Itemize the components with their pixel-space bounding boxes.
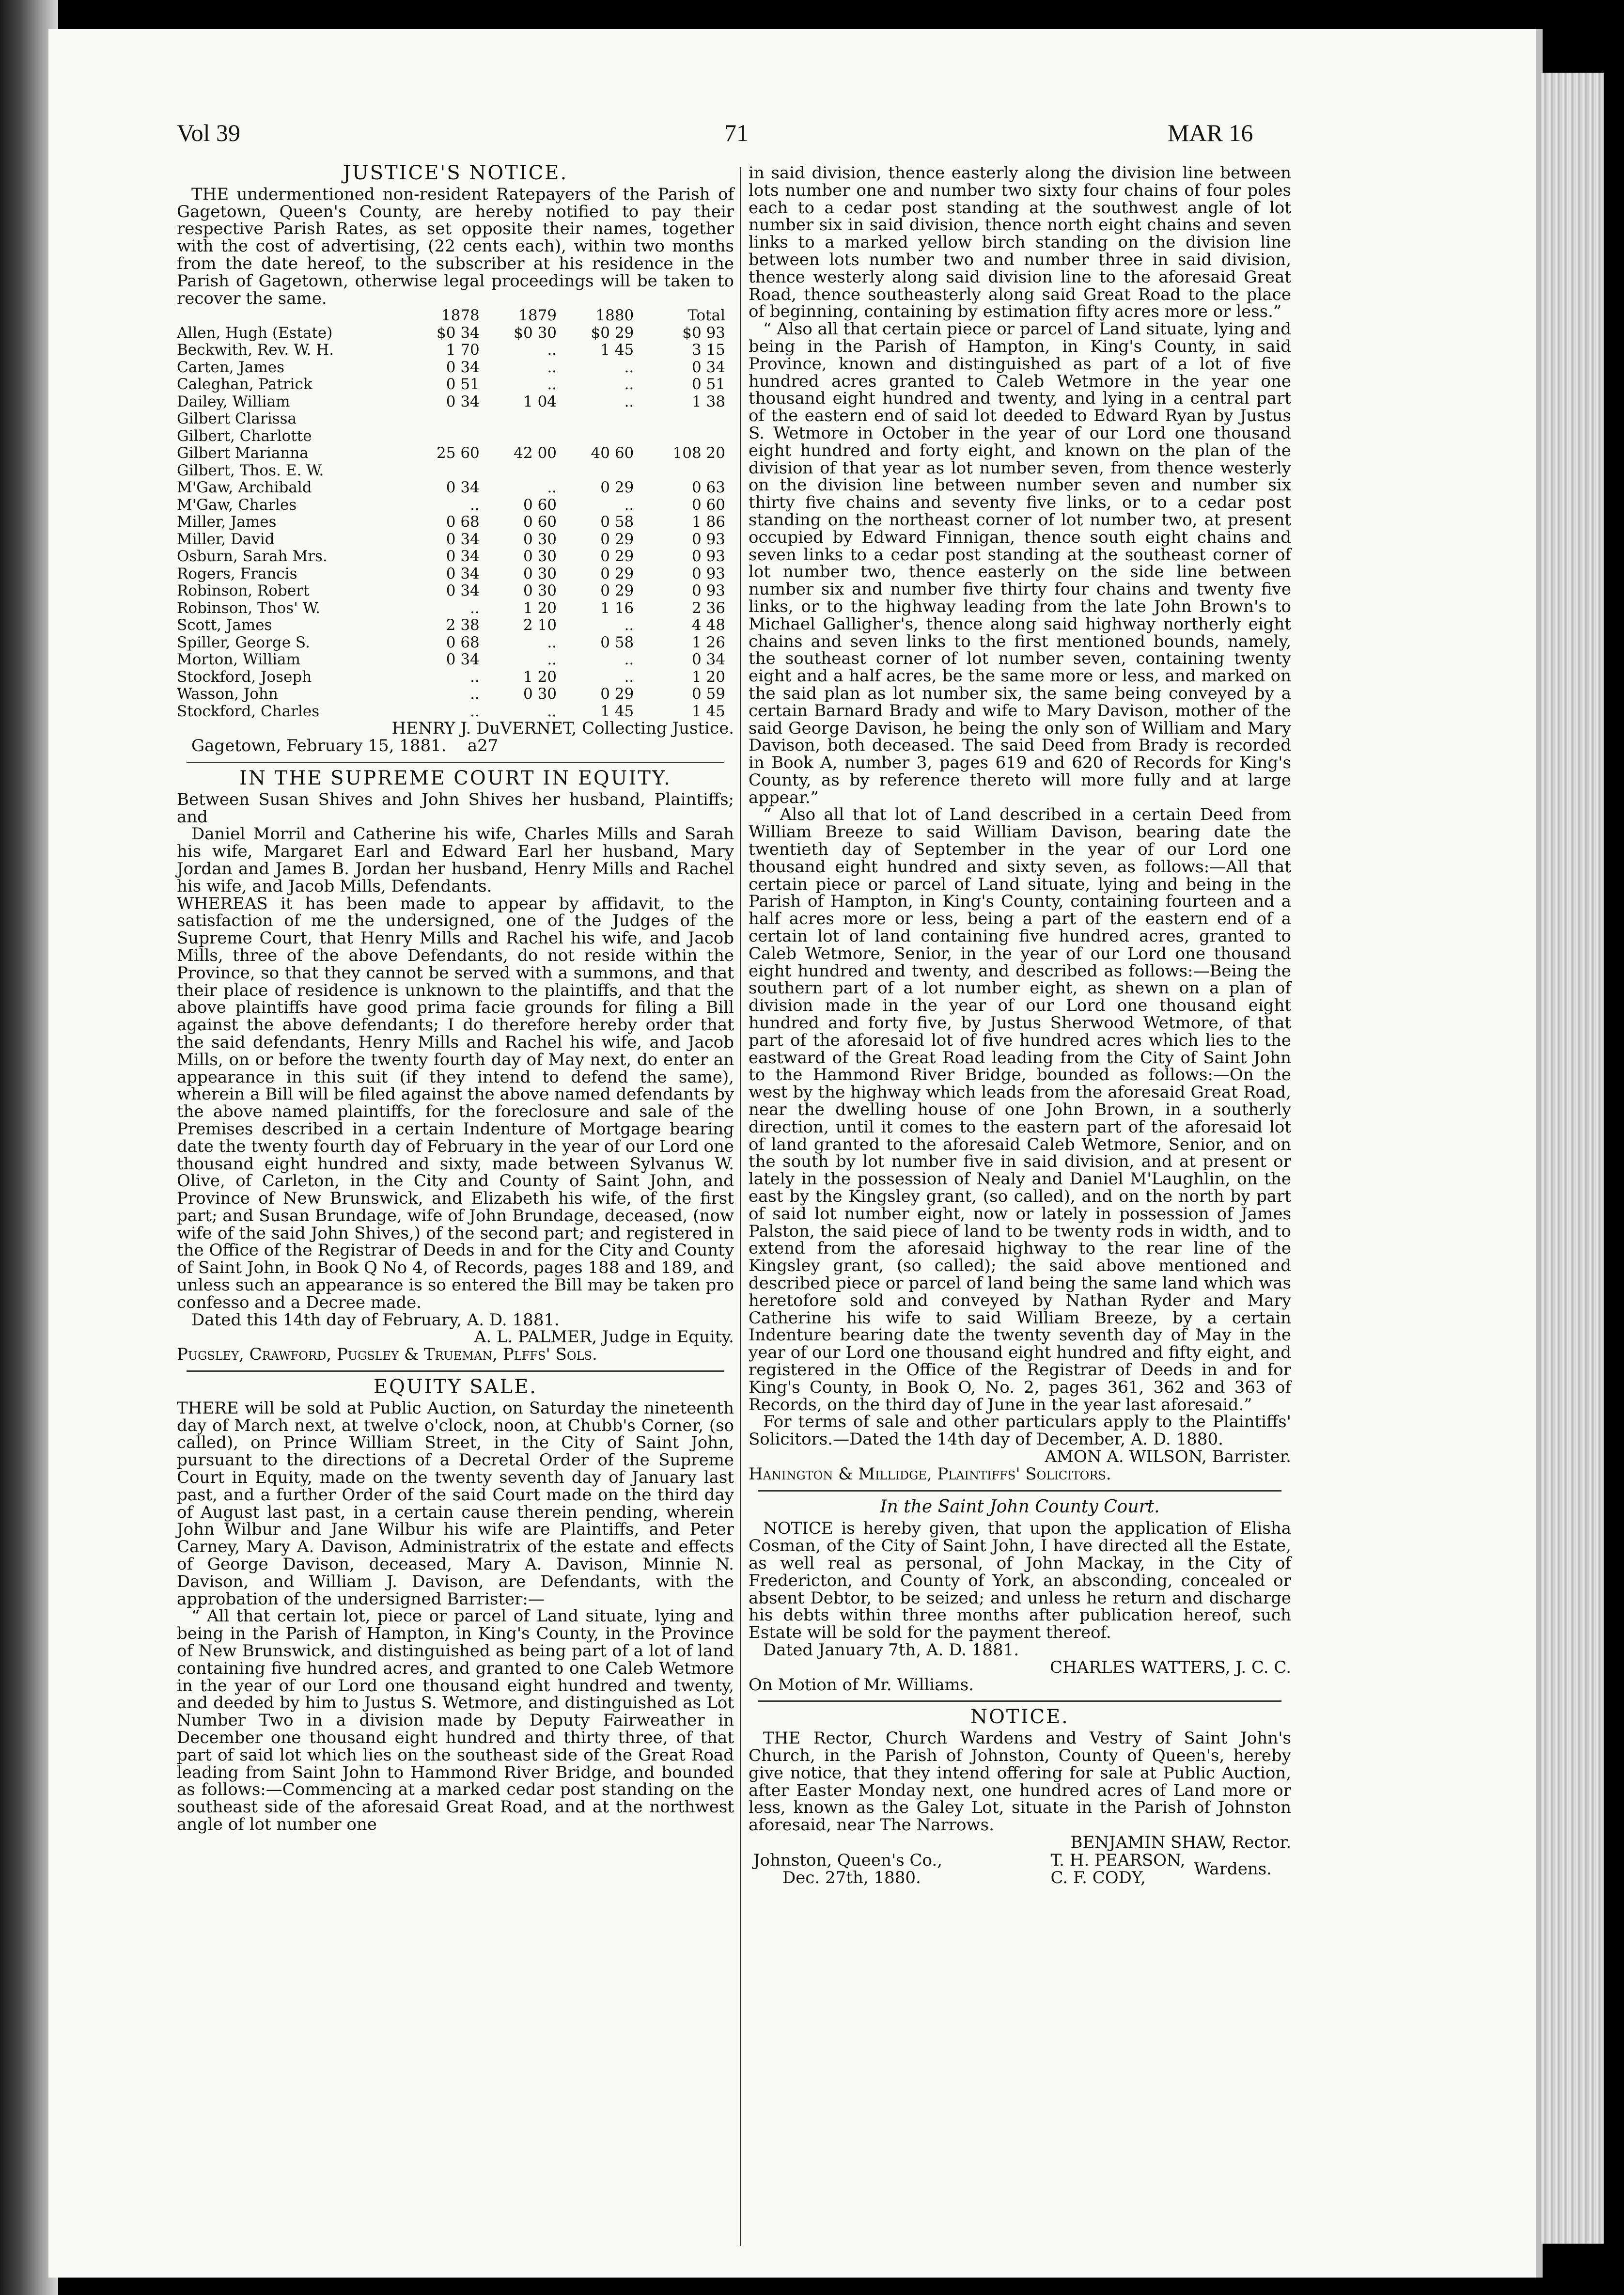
rate-total: 1 20: [691, 668, 725, 686]
supreme-court-between: Between Susan Shives and John Shives her husband, Plaintiffs; and: [177, 789, 734, 827]
rates-table-row: [177, 342, 734, 359]
county-court-body: NOTICE is hereby given, that upon the application of Elisha Cosman, of the City of Saint John, I have directed all the Estate, as well real as personal, of John Mackay, in the City of Fredericton, and County of York, an absconding, concealed or absent Debtor, to be seized; and unless he return and discharge his debts within three months after publication hereof, such Estate will be sold for the payment thereof.: [749, 1519, 1291, 1643]
rates-table-row: [177, 359, 734, 377]
ratepayer-name: Osburn, Sarah Mrs.: [177, 548, 328, 566]
supreme-court-solicitors: Pugsley, Crawford, Pugsley & Trueman, Plffs' Sols.: [177, 1345, 597, 1365]
rates-table-row: [177, 462, 734, 480]
rate-y1879: ..: [547, 376, 557, 393]
county-court-motion: On Motion of Mr. Williams.: [749, 1675, 974, 1695]
rate-total: [642, 462, 734, 480]
rate-y1879: 0 60: [523, 496, 557, 514]
rate-total: 0 93: [691, 548, 725, 566]
rate-y1878: 0 34: [446, 393, 480, 410]
ratepayer-name: M'Gaw, Archibald: [177, 479, 312, 497]
rates-table-row: [177, 514, 734, 531]
ratepayer-name: Stockford, Charles: [177, 702, 320, 720]
ratepayer-name: Gilbert, Thos. E. W.: [177, 461, 324, 479]
county-court-notice: [749, 1498, 1291, 1694]
rates-table-row: [177, 703, 734, 721]
rate-y1880: [565, 462, 642, 480]
rates-table-row: [177, 617, 734, 634]
church-notice-wardens-label: Wardens.: [1194, 1859, 1272, 1879]
rate-total: 0 93: [691, 530, 725, 548]
rate-total: $0 93: [682, 324, 725, 342]
rates-table-row: [177, 479, 734, 497]
rate-y1879: 1 20: [523, 599, 557, 617]
rate-y1879: ..: [547, 479, 557, 497]
equity-sale-signature: AMON A. WILSON, Barrister.: [1045, 1446, 1291, 1466]
county-court-title: In the Saint John County Court.: [880, 1496, 1160, 1517]
ratepayer-name: Allen, Hugh (Estate): [177, 324, 333, 342]
rate-y1880: $0 29: [591, 324, 634, 342]
rate-y1878: [411, 410, 488, 428]
rate-total: 3 15: [691, 341, 725, 359]
rates-table-row: [177, 410, 734, 428]
equity-sale-lot-second: “ Also all that certain piece or parcel of Land situate, lying and being in the Parish of Hampton, in King's County, in said Province, known and distinguished as part of a lot of five hundred acres granted to Caleb Wetmore in the year one thousand eight hundred and twenty, and lying in a central part of the eastern end of said lot deeded to Edward Ryan by Justus S. Wetmore in October in the year of our Lord one thousand eight hundred and forty eight, and known on the plan of the division of that year as lot number seven, from thence westerly on the division line between number seven and number six thirty five chains and seventy five links, or to a cedar post standing on the northeast corner of lot number two, at present occupied by Edward Finnigan, thence south eight chains and seven links to a cedar post standing at the southeast corner of lot number two, thence easterly on the side line between number six and number five thirty four chains and twenty five links, or to the highway leading from the late John Brown's to Michael Galligher's, thence along said highway northerly eight chains and seven links to the first mentioned bounds, namely, the southeast corner of lot number seven, containing twenty eight and a half acres, be the same more or less, and marked on the said plan as lot number six, the same being conveyed by a certain Barnard Brady and wife to Mary Davison, mother of the said George Davison, he being the only son of William and Mary Davison, both deceased. The said Deed from Brady is recorded in Book A, number 3, pages 619 and 620 of Records for King's County, as by reference thereto will more fully and at large appear.”: [749, 319, 1291, 807]
church-notice-rector: BENJAMIN SHAW, Rector.: [1070, 1832, 1291, 1852]
equity-sale-continued: [749, 165, 1291, 1483]
ratepayer-name: Stockford, Joseph: [177, 668, 312, 686]
rate-y1878: ..: [470, 496, 480, 514]
rate-y1880: ..: [624, 496, 634, 514]
rates-table-row: [177, 376, 734, 393]
justices-notice-place-date: Gagetown, February 15, 1881.: [191, 736, 447, 756]
rate-total: [642, 428, 734, 445]
rates-table-row: [177, 651, 734, 669]
ratepayer-name: Miller, James: [177, 513, 277, 531]
equity-sale-lot-first: “ All that certain lot, piece or parcel of Land situate, lying and being in the Parish of Hampton, in King's County, in the Province of New Brunswick, and distinguished as being part of a lot of land containing five hundred acres, and granted to one Caleb Wetmore in the year of our Lord one thousand eight hundred and twenty, and deeded by him to Justus S. Wetmore, and distinguished as Lot Number Two in a division made by Deputy Fairweather in December one thousand eight hundred and thirty three, of that part of said lot which lies on the southeast side of the Great Road leading from Saint John to Hammond River Bridge, and bounded as follows:—Commencing at a marked cedar post standing on the southeast side of the aforesaid Great Road, and at the northwest angle of lot number one: [177, 1606, 734, 1834]
rate-y1878: 2 38: [446, 616, 480, 634]
ratepayer-name: Robinson, Thos' W.: [177, 599, 320, 617]
rate-total: 108 20: [672, 444, 725, 462]
equity-sale-solicitors: Hanington & Millidge, Plaintiffs' Solicitors.: [749, 1464, 1111, 1484]
ratepayer-name: Beckwith, Rev. W. H.: [177, 341, 334, 359]
rate-y1880: 1 16: [600, 599, 634, 617]
rate-y1878: [411, 428, 488, 445]
rate-y1879: 42 00: [514, 444, 557, 462]
rate-y1880: 1 45: [600, 702, 634, 720]
issue-date: MAR 16: [1168, 119, 1253, 146]
rates-table-row: [177, 634, 734, 652]
church-notice: [749, 1706, 1291, 1887]
rate-y1878: 0 68: [446, 633, 480, 651]
ratepayer-name: Miller, David: [177, 530, 275, 548]
rate-y1879: 0 30: [523, 530, 557, 548]
church-notice-warden-2: C. F. CODY,: [1050, 1868, 1146, 1887]
rate-y1879: ..: [547, 358, 557, 376]
equity-sale-lot-third: “ Also all that lot of Land described in a certain Deed from William Breeze to said William Davison, bearing date the twentieth day of September in the year of our Lord one thousand eight hundred and sixty seven, as follows:—All that certain piece or parcel of Land situate, lying and being in the Parish of Hampton, in King's County, containing fourteen and a half acres more or less, being a part of the eastern end of a certain lot of land containing five hundred acres, granted to Caleb Wetmore, Senior, in the year of our Lord one thousand eight hundred and twenty, and described as follows:—Being the southern part of a lot number eight, as shewn on a plan of division made in the year of our Lord one thousand eight hundred and forty five, by Justus Sherwood Wetmore, of that part of the aforesaid lot of five hundred acres which lies to the eastward of the Great Road leading from the City of Saint John to the Hammond River Bridge, bounded as follows:—On the west by the highway which leads from the aforesaid Great Road, near the dwelling house of one John Brown, in a southerly direction, until it comes to the eastern part of the aforesaid lot of land granted to the aforesaid Caleb Wetmore, Senior, and on the south by lot number five in said division, and at present or lately in the possession of Nealy and Daniel M'Laughlin, on the east by the Kingsley grant, (so called), and on the north by part of said lot number eight, now or lately in possession of James Palston, the said piece of land to be twenty rods in width, and to extend from the aforesaid highway to the rear line of the Kingsley grant, (so called); the said above mentioned and described piece or parcel of land being the same land which was heretofore sold and conveyed by Nathan Ryder and Mary Catherine his wife to said William Breeze, by a certain Indenture bearing date the twenty seventh day of May in the year of our Lord one thousand eight hundred and fifty eight, and registered in the Office of the Registrar of Deeds in and for King's County, in Book O, No. 2, pages 361, 362 and 363 of Records, on the third day of June in the year last aforesaid.”: [749, 805, 1291, 1415]
rate-total: 0 34: [691, 651, 725, 669]
rate-y1880: ..: [624, 616, 634, 634]
rate-y1878: 25 60: [437, 444, 480, 462]
rate-y1878: $0 34: [437, 324, 480, 342]
rate-y1878: 0 34: [446, 530, 480, 548]
rate-total: 0 34: [691, 358, 725, 376]
church-notice-place: Johnston, Queen's Co.,: [753, 1850, 943, 1870]
section-rule: [758, 1490, 1281, 1492]
rate-y1879: 0 30: [523, 582, 557, 600]
col-header-name: [177, 307, 411, 325]
rate-y1880: 0 29: [600, 565, 634, 582]
rate-y1880: [565, 428, 642, 445]
rate-y1879: 2 10: [523, 616, 557, 634]
ratepayer-name: Gilbert, Charlotte: [177, 427, 312, 445]
church-notice-wardens-block: [1050, 1852, 1291, 1886]
ratepayer-name: Carten, James: [177, 358, 285, 376]
rate-y1879: [488, 410, 565, 428]
rate-y1880: 0 58: [600, 633, 634, 651]
rate-total: 0 63: [691, 479, 725, 497]
rates-table-row: [177, 686, 734, 703]
rates-table-body: [177, 325, 734, 721]
justices-notice-body: THE undermentioned non-resident Ratepayers of the Parish of Gagetown, Queen's County, are hereby notified to pay their respective Parish Rates, as set opposite their names, together with the cost of advertising, (22 cents each), within two months from the date hereof, to the subscriber at his residence in the Parish of Gagetown, otherwise legal proceedings will be taken to recover the same.: [177, 184, 734, 308]
rate-y1880: ..: [624, 668, 634, 686]
church-notice-date: Dec. 27th, 1880.: [782, 1868, 921, 1887]
rates-table-row: [177, 445, 734, 462]
rate-y1878: 0 34: [446, 651, 480, 669]
justices-notice-dateline: [177, 738, 734, 755]
ratepayer-name: Robinson, Robert: [177, 582, 310, 600]
rate-y1880: 0 58: [600, 513, 634, 531]
equity-sale-lot-first-cont: in said division, thence easterly along the division line between lots number one and number two sixty four chains of four poles each to a cedar post standing at the southwest angle of lot number six in said division, thence north eight chains and seven links to a marked yellow birch standing on the division line between lots number two and number three in said division, thence westerly along said division line to the aforesaid Great Road, thence southeasterly along said Great Road to the place of beginning, containing by estimation fifty acres more or less.”: [749, 163, 1291, 322]
rate-total: 0 93: [691, 565, 725, 582]
col-header-total: Total: [687, 307, 725, 325]
church-notice-footer: [749, 1852, 1291, 1886]
rates-table-header: [177, 307, 734, 325]
county-court-signature: CHARLES WATTERS, J. C. C.: [1050, 1657, 1291, 1677]
justices-notice: [177, 162, 734, 756]
rates-table-row: [177, 531, 734, 549]
rate-y1878: 0 34: [446, 479, 480, 497]
rate-y1880: [565, 410, 642, 428]
supreme-court-notice: [177, 767, 734, 1365]
rate-y1879: 1 04: [523, 393, 557, 410]
rate-y1879: ..: [547, 651, 557, 669]
supreme-court-defendants: Daniel Morril and Catherine his wife, Charles Mills and Sarah his wife, Margaret Earl and Edward Earl her husband, Mary Jordan and James B. Jordan her husband, Henry Mills and Rachel his wife, and Jacob Mills, Defendants.: [177, 824, 734, 896]
rates-table-row: [177, 497, 734, 514]
equity-sale-body: THERE will be sold at Public Auction, on Saturday the nineteenth day of March next, at twelve o'clock, noon, at Chubb's Corner, (so called), on Prince William Street, in the City of Saint John, pursuant to the directions of a Decretal Order of the Supreme Court in Equity, made on the twenty seventh day of January last past, and a further Order of the said Court made on the third day of August last past, in a certain cause therein pending, wherein John Wilbur and Jane Wilbur his wife are Plaintiffs, and Peter Carney, Mary A. Davison, Administratrix of the estate and effects of George Davison, deceased, Mary A. Davison, Minnie N. Davison, and William J. Davison, are Defendants, with the approbation of the undersigned Barrister:—: [177, 1398, 734, 1609]
rate-y1879: 0 60: [523, 513, 557, 531]
rate-y1879: 0 30: [523, 565, 557, 582]
rate-total: [642, 410, 734, 428]
rate-y1878: 0 34: [446, 565, 480, 582]
rate-y1879: 1 20: [523, 668, 557, 686]
rate-y1878: 0 34: [446, 358, 480, 376]
ratepayer-name: Gilbert Marianna: [177, 444, 309, 462]
justices-notice-code: a27: [467, 736, 499, 756]
rates-table-row: [177, 669, 734, 686]
rate-total: 0 59: [691, 685, 725, 703]
rates-table-row: [177, 566, 734, 583]
rate-y1878: 0 34: [446, 548, 480, 566]
col-header-1878: 1878: [441, 307, 480, 325]
equity-sale-terms: For terms of sale and other particulars apply to the Plaintiffs' Solicitors.—Dated the 14th day of December, A. D. 1880.: [749, 1412, 1291, 1449]
rate-y1878: 0 34: [446, 582, 480, 600]
rate-total: 1 86: [691, 513, 725, 531]
rate-y1880: 0 29: [600, 530, 634, 548]
rate-y1880: 0 29: [600, 582, 634, 600]
left-column: [177, 162, 734, 1834]
rate-y1880: 40 60: [591, 444, 634, 462]
right-column: [749, 165, 1291, 1886]
rate-y1880: ..: [624, 393, 634, 410]
rates-table-row: [177, 325, 734, 342]
justices-notice-title: JUSTICE'S NOTICE.: [343, 162, 568, 184]
rate-y1878: 0 68: [446, 513, 480, 531]
rate-total: 0 51: [691, 376, 725, 393]
rate-y1878: ..: [470, 599, 480, 617]
rate-y1879: 0 30: [523, 548, 557, 566]
supreme-court-body: WHEREAS it has been made to appear by affidavit, to the satisfaction of me the undersigned, one of the Judges of the Supreme Court, that Henry Mills and Rachel his wife, and Jacob Mills, three of the above Defendants, do not reside within the Province, so that they cannot be served with a summons, and that their place of residence is unknown to the plaintiffs, and that the above plaintiffs have good prima facie grounds for filing a Bill against the above defendants; I do therefore hereby order that the said defendants, Henry Mills and Rachel his wife, and Jacob Mills, on or before the twenty fourth day of May next, do enter an appearance in this suit (if they intend to defend the same), wherein a Bill will be filed against the above named defendants by the above named plaintiffs, for the foreclosure and sale of the Premises described in a certain Indenture of Mortgage bearing date the twenty fourth day of February in the year of our Lord one thousand eight hundred and sixty, made between Sylvanus W. Olive, of Carleton, in the City and County of Saint John, and Province of New Brunswick, and Elizabeth his wife, of the first part; and Susan Brundage, wife of John Brundage, deceased, (now wife of the said John Shives,) of the second part; and registered in the Office of the Registrar of Deeds in and for the City and County of Saint John, in Book Q No 4, of Records, pages 188 and 189, and unless such an appearance is so entered the Bill may be taken pro confesso and a Decree made.: [177, 894, 734, 1312]
rate-total: 1 38: [691, 393, 725, 410]
church-notice-warden-1: T. H. PEARSON,: [1050, 1850, 1186, 1870]
rate-y1880: 1 45: [600, 341, 634, 359]
ratepayer-name: Rogers, Francis: [177, 565, 297, 582]
ratepayer-name: Spiller, George S.: [177, 633, 310, 651]
ratepayer-name: Dailey, William: [177, 393, 290, 410]
rate-total: 2 36: [691, 599, 725, 617]
equity-sale-title: EQUITY SALE.: [373, 1376, 538, 1399]
rate-y1879: [488, 428, 565, 445]
rate-total: 4 48: [691, 616, 725, 634]
church-notice-place-block: [749, 1852, 942, 1886]
rate-total: 0 93: [691, 582, 725, 600]
page-stack-edges: [1541, 73, 1604, 2244]
rate-y1878: 1 70: [446, 341, 480, 359]
rate-y1879: ..: [547, 702, 557, 720]
rate-total: 0 60: [691, 496, 725, 514]
ratepayer-name: Caleghan, Patrick: [177, 376, 312, 393]
col-header-1879: 1879: [518, 307, 557, 325]
rate-y1880: ..: [624, 651, 634, 669]
rate-y1880: 0 29: [600, 479, 634, 497]
church-notice-body: THE Rector, Church Wardens and Vestry of Saint John's Church, in the Parish of Johnston, County of Queen's, hereby give notice, that they intend offering for sale at Public Auction, after Easter Monday next, one hundred acres of Land more or less, known as the Galey Lot, situate in the Parish of Johnston aforesaid, near The Narrows.: [749, 1729, 1291, 1835]
page-number: 71: [724, 119, 749, 146]
col-header-1880: 1880: [595, 307, 634, 325]
rate-y1878: [411, 462, 488, 480]
rate-y1880: ..: [624, 376, 634, 393]
rate-y1878: 0 51: [446, 376, 480, 393]
rates-table-row: [177, 600, 734, 617]
ratepayer-name: Morton, William: [177, 651, 300, 669]
rate-y1879: ..: [547, 341, 557, 359]
rate-y1880: 0 29: [600, 685, 634, 703]
rate-y1878: ..: [470, 668, 480, 686]
rate-y1879: [488, 462, 565, 480]
column-divider: [740, 167, 741, 2246]
ratepayer-name: Gilbert Clarissa: [177, 410, 297, 428]
rate-y1880: ..: [624, 358, 634, 376]
ratepayer-name: Scott, James: [177, 616, 272, 634]
county-court-dated: Dated January 7th, A. D. 1881.: [763, 1640, 1019, 1660]
section-rule: [758, 1700, 1281, 1702]
rate-total: 1 45: [691, 702, 725, 720]
rate-y1879: ..: [547, 633, 557, 651]
section-rule: [187, 762, 724, 763]
section-rule: [187, 1370, 724, 1372]
rates-table: [177, 307, 734, 720]
rates-table-row: [177, 582, 734, 600]
rates-table-row: [177, 548, 734, 566]
rate-y1879: 0 30: [523, 685, 557, 703]
church-notice-title: NOTICE.: [970, 1706, 1069, 1729]
supreme-court-signature: A. L. PALMER, Judge in Equity.: [474, 1327, 734, 1347]
rate-total: 1 26: [691, 633, 725, 651]
rate-y1879: $0 30: [514, 324, 557, 342]
supreme-court-title: IN THE SUPREME COURT IN EQUITY.: [239, 767, 671, 789]
rate-y1880: 0 29: [600, 548, 634, 566]
rates-table-row: [177, 428, 734, 445]
ratepayer-name: M'Gaw, Charles: [177, 496, 297, 514]
supreme-court-dated: Dated this 14th day of February, A. D. 1881.: [191, 1310, 560, 1330]
rates-table-row: [177, 393, 734, 411]
ratepayer-name: Wasson, John: [177, 685, 278, 703]
rate-y1878: ..: [470, 685, 480, 703]
justices-notice-signature: HENRY J. DuVERNET, Collecting Justice.: [391, 719, 734, 739]
volume-label: Vol 39: [177, 119, 241, 146]
equity-sale: [177, 1376, 734, 1834]
rate-y1878: ..: [470, 702, 480, 720]
